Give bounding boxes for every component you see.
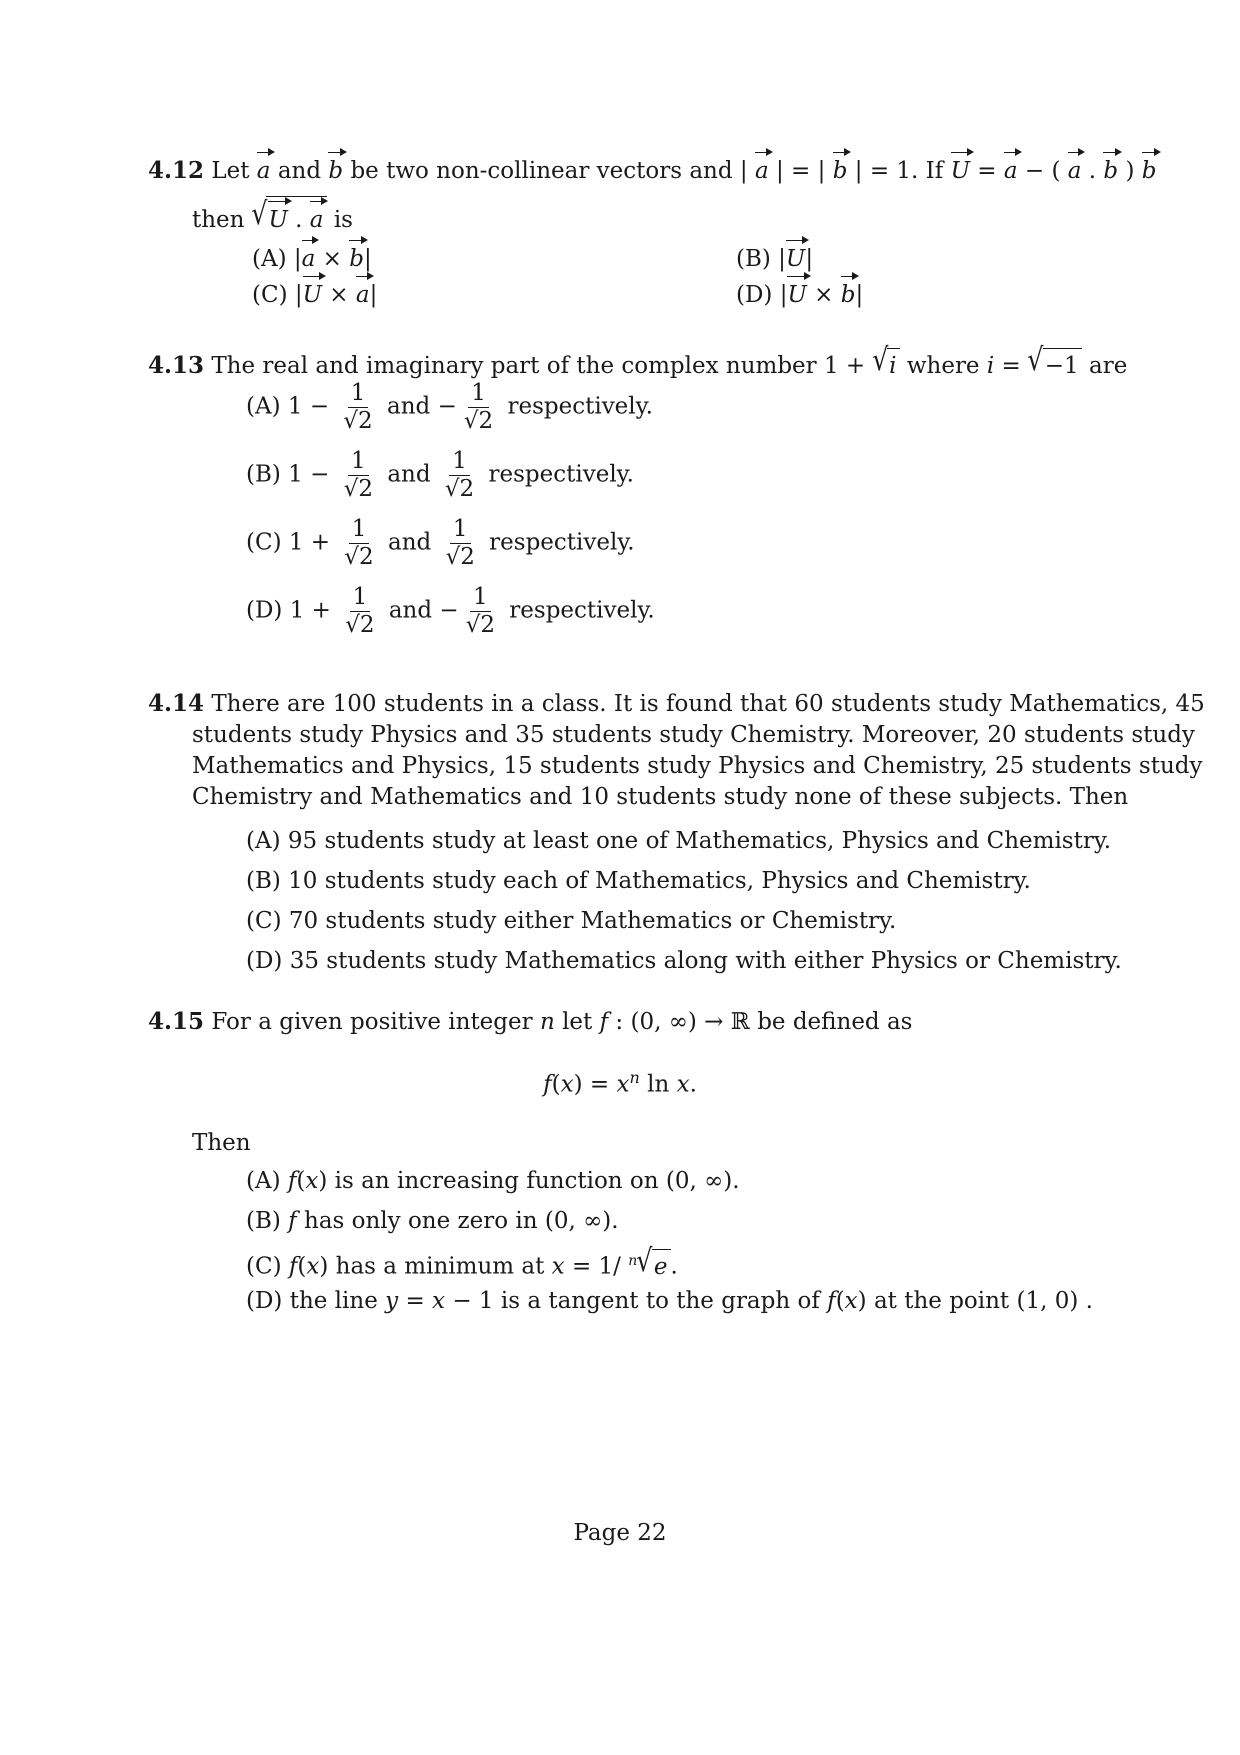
question-number: 4.12 — [148, 157, 205, 184]
option-label: (B) — [246, 461, 281, 488]
option-text: is a tangent to the graph of — [500, 1288, 820, 1314]
option-text: 95 students study at least one of Mathematics, Physics and Chemistry. — [287, 828, 1112, 854]
option-label: (B) — [246, 868, 281, 894]
option-label: (C) — [246, 529, 282, 556]
option-label: (C) — [246, 1253, 282, 1280]
option-label: (D) — [246, 597, 283, 624]
page-number — [0, 1520, 1240, 1546]
option-c[interactable]: (C) f(x) has a minimum at x = 1/ $^n$√e . — [246, 1246, 678, 1283]
question-4-12-line2 — [192, 196, 353, 236]
vector-u: U — [951, 150, 970, 187]
question-4-12: 4.12 Let a and b be two non-collinear vectors and | a | = | b | = 1. If U = a − ( a . b ) b — [148, 150, 1157, 187]
option-text: 10 students study each of Mathematics, Physics and Chemistry. — [288, 868, 1031, 894]
question-text: students study Physics and 35 students study Chemistry. Moreover, 20 students study — [192, 722, 1195, 748]
question-4-14 — [148, 688, 1205, 813]
option-a[interactable]: (A) 1 − $\frac{1}{√2}$ and − $\frac{1}{√2}$ respectively. — [246, 380, 653, 434]
option-text: and — [387, 461, 431, 488]
question-number: 4.15 — [148, 1008, 205, 1035]
option-text: and — [388, 529, 432, 556]
question-line — [148, 782, 1129, 813]
question-text: For a given positive integer — [211, 1009, 533, 1035]
option-d[interactable] — [246, 946, 1122, 977]
option-c[interactable]: (C) |U × a| — [252, 274, 377, 311]
option-text: 35 students study Mathematics along with either Physics or Chemistry. — [289, 948, 1122, 974]
option-label: (B) — [246, 1208, 281, 1234]
option-label: (B) — [736, 246, 771, 272]
option-text: respectively. — [488, 461, 634, 488]
question-text: then — [192, 207, 245, 233]
option-b[interactable]: (B) 1 − $\frac{1}{√2}$ and $\frac{1}{√2}$ respectively. — [246, 448, 634, 502]
option-text: respectively. — [489, 529, 635, 556]
option-label: (A) — [246, 1168, 281, 1194]
vector-b: b — [328, 150, 343, 187]
vector-b: b — [1142, 150, 1157, 187]
question-number: 4.13 — [148, 352, 205, 379]
vector-a: a — [1004, 150, 1018, 187]
question-text: Mathematics and Physics, 15 students study Physics and Chemistry, 25 students study — [192, 753, 1203, 779]
vector-b: b — [833, 150, 848, 187]
question-text: The real and imaginary part of the complex number 1 + — [211, 353, 866, 379]
option-label: (C) — [246, 908, 282, 934]
option-text: and — [388, 597, 433, 624]
question-text: is — [333, 207, 353, 233]
option-text: respectively. — [509, 597, 655, 624]
option-text: at the point (1, 0) . — [873, 1288, 1093, 1314]
sqrt-expression: √U . a — [252, 196, 327, 236]
option-c[interactable] — [246, 906, 896, 937]
option-b[interactable] — [246, 866, 1031, 897]
vector-a: a — [755, 150, 769, 187]
option-label: (D) — [736, 282, 773, 308]
vector-b: b — [1103, 150, 1118, 187]
page-number-text: Page 22 — [573, 1520, 667, 1546]
question-4-15: 4.15 For a given positive integer n let f : (0, ∞) → ℝ be defined as — [148, 1008, 913, 1035]
option-text: the line — [289, 1288, 378, 1314]
option-d[interactable]: (D) 1 + $\frac{1}{√2}$ and − $\frac{1}{√2}$ respectively. — [246, 584, 655, 638]
option-label: (A) — [252, 246, 287, 272]
question-text: Then — [192, 1130, 251, 1156]
question-text: Chemistry and Mathematics and 10 students study none of these subjects. Then — [192, 784, 1129, 810]
option-a[interactable]: (A) f(x) is an increasing function on (0, ∞). — [246, 1168, 740, 1194]
option-label: (A) — [246, 828, 281, 854]
option-d[interactable]: (D) the line y = x − 1 is a tangent to the graph of f(x) at the point (1, 0) . — [246, 1288, 1093, 1314]
question-4-15-then — [192, 1128, 251, 1159]
question-line — [148, 688, 1205, 720]
question-text: be defined as — [757, 1009, 913, 1035]
question-text: let — [562, 1009, 593, 1035]
question-text: be two non-collinear vectors and — [350, 158, 733, 184]
option-d[interactable]: (D) |U × b| — [736, 274, 863, 311]
vector-a: a — [257, 150, 271, 187]
question-text: = 1. If — [869, 158, 944, 184]
option-b[interactable]: (B) f has only one zero in (0, ∞). — [246, 1208, 619, 1234]
question-text: Let — [211, 158, 250, 184]
question-text: where — [906, 353, 980, 379]
option-text: is an increasing function on (0, ∞). — [334, 1168, 740, 1194]
option-text: and — [387, 393, 431, 420]
option-text: 70 students study either Mathematics or Chemistry. — [288, 908, 897, 934]
option-a[interactable] — [246, 826, 1111, 857]
question-text: and — [277, 158, 322, 184]
option-label: (A) — [246, 393, 281, 420]
option-a[interactable]: (A) |a × b| — [252, 238, 372, 275]
vector-a: a — [1068, 150, 1082, 187]
option-label: (D) — [246, 948, 283, 974]
display-equation: $f(x) = x^n$ ln x. — [543, 1068, 697, 1098]
question-line — [148, 720, 1195, 751]
question-line — [148, 751, 1203, 782]
option-label: (C) — [252, 282, 288, 308]
question-4-13: 4.13 The real and imaginary part of the complex number 1 + √i where i = √−1 are — [148, 348, 1127, 382]
option-label: (D) — [246, 1288, 283, 1314]
option-c[interactable]: (C) 1 + $\frac{1}{√2}$ and $\frac{1}{√2}$ respectively. — [246, 516, 635, 570]
question-text: There are 100 students in a class. It is found that 60 students study Mathematics, 45 — [211, 691, 1205, 717]
option-b[interactable]: (B) |U| — [736, 238, 813, 275]
option-text: has a minimum at — [335, 1253, 545, 1280]
question-text: are — [1089, 353, 1128, 379]
option-text: has only one zero in (0, ∞). — [304, 1208, 619, 1234]
option-text: respectively. — [507, 393, 653, 420]
question-number: 4.14 — [148, 690, 205, 717]
